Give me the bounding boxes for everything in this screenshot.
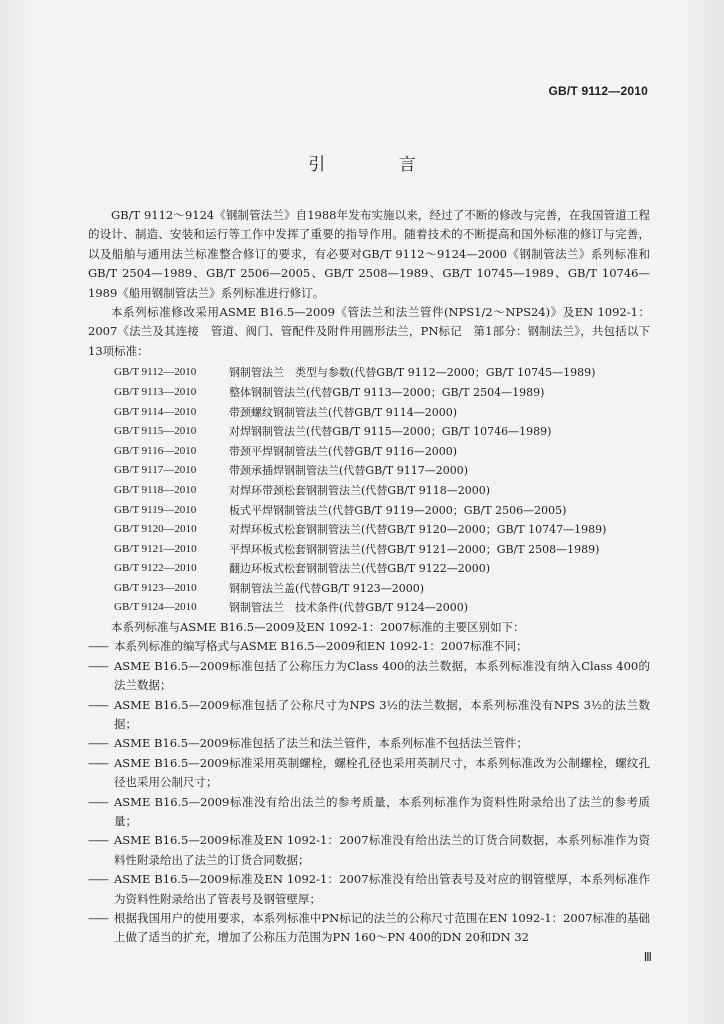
standard-list [88,363,650,618]
page-number: Ⅲ [643,950,652,964]
difference-item [88,909,650,948]
standard-list-item [114,402,650,422]
standard-description: 整体钢制管法兰(代替GB/T 9113—2000；GB/T 2504—1989) [229,385,545,399]
difference-item [88,754,650,793]
standard-code-cell: GB/T 9117—2010 [114,464,197,477]
standard-description: 带颈螺纹钢制管法兰(代替GB/T 9114—2000) [229,405,457,419]
standard-code-cell: GB/T 9118—2010 [114,483,197,496]
standard-code: GB/T 9112—2010 [548,84,648,98]
dash-marker: —— [88,736,107,751]
standard-description: 带颈平焊钢制管法兰(代替GB/T 9116—2000) [229,444,457,458]
standard-description: 钢制管法兰 类型与参数(代替GB/T 9112—2000；GB/T 10745—1989) [229,366,596,380]
difference-text: 本系列标准的编写格式与ASME B16.5—2009和EN 1092-1：2007标准不同； [114,639,528,654]
standard-list-item [114,598,650,618]
standard-description: 对焊钢制管法兰(代替GB/T 9115—2000；GB/T 10746—1989) [229,425,552,439]
differences-list [88,637,650,948]
standard-description: 板式平焊钢制管法兰(代替GB/T 9119—2000；GB/T 2506—2005) [229,503,567,517]
standard-code-cell: GB/T 9115—2010 [114,425,197,438]
standard-code-cell: GB/T 9116—2010 [114,444,197,457]
intro-paragraph-1: GB/T 9112～9124《钢制管法兰》自1988年发布实施以来，经过了不断的修改与完善，在我国管道工程的设计、制造、安装和运行等工作中发挥了重要的指导作用。随着技术的不断提高和国外标准的修订与完善，以及船舶与通用法兰标准整合修订的要求，有必要对GB/T 9112～9124—2000《钢制管法兰》系列标准和GB/T 2504—1989、GB/T 2506—2005、GB/T 2508—1989、GB/T 10745—1989、GB/T 10746—1989《船用钢制管法兰》系列标准进行修订。 [88,208,650,300]
difference-text: ASME B16.5—2009标准采用英制螺栓，螺栓孔径也采用英制尺寸，本系列标准改为公制螺栓，螺纹孔径也采用公制尺寸； [114,755,650,790]
dash-marker: —— [88,833,107,848]
standard-description: 对焊环带颈松套钢制管法兰(代替GB/T 9118—2000) [229,483,490,497]
intro-paragraph-2: 本系列标准修改采用ASME B16.5—2009《管法兰和法兰管件(NPS1/2～NPS24)》及EN 1092-1：2007《法兰及其连接 管道、阀门、管配件及附件用圆形法兰，PN标记 第1部分：钢制法兰》，共包括以下13项标准： [88,305,650,358]
standard-code-cell: GB/T 9122—2010 [114,562,197,575]
difference-item [88,793,650,832]
standard-list-item [114,442,650,462]
difference-item [88,734,650,753]
dash-marker: —— [88,658,107,673]
difference-item [88,696,650,735]
difference-item [88,870,650,909]
difference-text: ASME B16.5—2009标准没有给出法兰的参考质量，本系列标准作为资料性附录给出了法兰的参考质量； [114,794,650,829]
standard-list-item [114,540,650,560]
standard-description: 翻边环板式松套钢制管法兰(代替GB/T 9122—2000) [229,562,490,576]
standard-list-item [114,500,650,520]
standard-code-cell: GB/T 9124—2010 [114,601,197,614]
dash-marker: —— [88,755,107,770]
dash-marker: —— [88,697,107,712]
dash-marker: —— [88,911,107,926]
difference-text: ASME B16.5—2009标准及EN 1092-1：2007标准没有给出管表号及对应的钢管壁厚，本系列标准作为资料性附录给出了管表号及钢管壁厚； [114,872,650,906]
dash-marker: —— [88,794,107,809]
standard-code-cell: GB/T 9113—2010 [114,385,197,398]
standard-code-cell: GB/T 9114—2010 [114,405,197,418]
difference-item [88,831,650,870]
dash-marker: —— [88,872,107,887]
standard-description: 对焊环板式松套钢制管法兰(代替GB/T 9120—2000；GB/T 10747—1989) [229,523,607,537]
standard-list-item [114,579,650,599]
standard-list-item [114,520,650,540]
standard-description: 钢制管法兰盖(代替GB/T 9123—2000) [229,581,424,595]
document-body [88,206,650,948]
standard-code-cell: GB/T 9121—2010 [114,542,197,555]
difference-text: ASME B16.5—2009标准包括了法兰和法兰管件，本系列标准不包括法兰管件； [114,736,528,751]
standard-description: 钢制管法兰 技术条件(代替GB/T 9124—2000) [229,601,468,615]
standard-list-item [114,559,650,579]
standard-code-cell: GB/T 9112—2010 [114,366,197,379]
page-title: 引 言 [308,155,450,175]
difference-text: ASME B16.5—2009标准包括了公称压力为Class 400的法兰数据，本系列标准没有纳入Class 400的法兰数据； [114,658,650,693]
standard-list-item [114,422,650,442]
standard-list-item [114,363,650,383]
standard-code-cell: GB/T 9119—2010 [114,503,197,516]
standard-code-cell: GB/T 9120—2010 [114,523,197,536]
difference-item [88,657,650,696]
difference-item [88,637,650,656]
standard-description: 平焊环板式松套钢制管法兰(代替GB/T 9121—2000；GB/T 2508—1989) [229,542,600,556]
standard-list-item [114,383,650,403]
difference-text: 根据我国用户的使用要求，本系列标准中PN标记的法兰的公称尺寸范围在EN 1092-1：2007标准的基础上做了适当的扩充，增加了公称压力范围为PN 160～PN 400的DN 20和DN 32 [114,911,650,945]
differences-intro: 本系列标准与ASME B16.5—2009及EN 1092-1：2007标准的主要区别如下： [111,619,525,634]
difference-text: ASME B16.5—2009标准包括了公称尺寸为NPS 3½的法兰数据，本系列标准没有NPS 3½的法兰数据； [114,697,650,731]
standard-list-item [114,461,650,481]
standard-description: 带颈承插焊钢制管法兰(代替GB/T 9117—2000) [229,464,468,478]
difference-text: ASME B16.5—2009标准及EN 1092-1：2007标准没有给出法兰的订货合同数据，本系列标准作为资料性附录给出了法兰的订货合同数据； [114,833,650,867]
dash-marker: —— [88,639,107,654]
standard-code-cell: GB/T 9123—2010 [114,581,197,594]
standard-list-item [114,481,650,501]
